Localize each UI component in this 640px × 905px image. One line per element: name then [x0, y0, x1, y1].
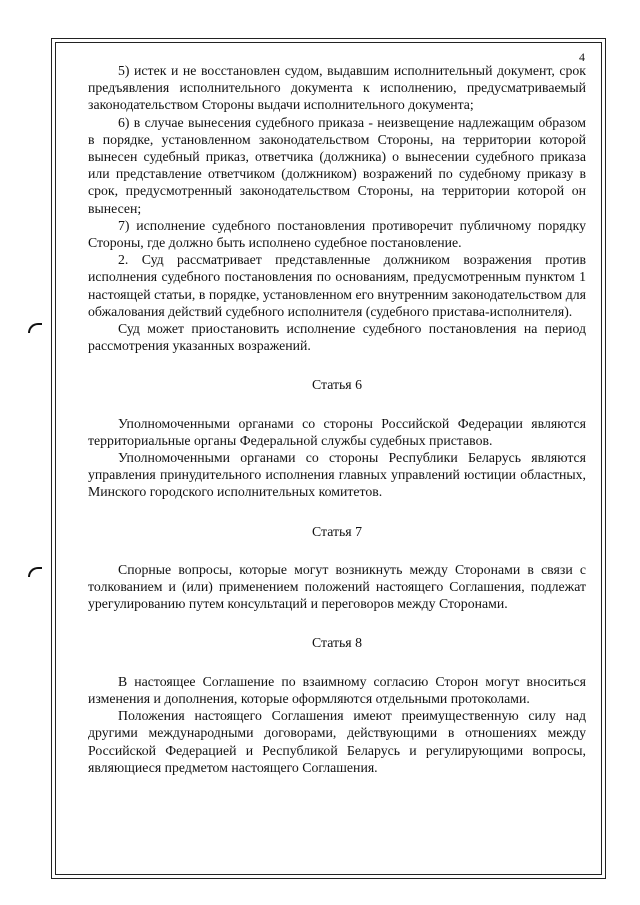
article-7-title: Статья 7 [311, 523, 362, 539]
paragraph: Положения настоящего Соглашения имеют преимущественную силу над другими международными договорами, действующими в отношениях между Российской Федерацией и Республикой Беларусь и регулирующими вопросы, являющиеся предметом настоящего Соглашения. [88, 708, 586, 775]
binding-mark [28, 567, 42, 577]
paragraph: 6) в случае вынесения судебного приказа - неизвещение надлежащим образом в порядке, установленном законодательством Стороны, на территории которой вынесен судебный приказ, ответчика (должника) о вынесении судебного приказа или представление ответчиком (должником) возражений по судебному приказу в срок, предусмотренный законодательством Стороны, на территории которой он вынесен; [88, 114, 586, 216]
paragraph: В настоящее Соглашение по взаимному согласию Сторон могут вноситься изменения и дополнения, которые оформляются отдельными протоколами. [88, 673, 586, 706]
paragraph: 5) истек и не восстановлен судом, выдавшим исполнительный документ, срок предъявления исполнительного документа к исполнению, предусматриваемый законодательством Стороны выдачи исполнительного документа; [88, 63, 586, 113]
article-6-title: Статья 6 [311, 377, 362, 393]
paragraph: Спорные вопросы, которые могут возникнуть между Сторонами в связи с толкованием и (или) применением положений настоящего Соглашения, подлежат урегулированию путем консультаций и переговоров между Сторонами. [88, 561, 586, 612]
paragraph: Уполномоченными органами со стороны Российской Федерации являются территориальные органы Федеральной службы судебных приставов. [88, 415, 586, 448]
article-8-title: Статья 8 [311, 635, 362, 651]
paragraph: 2. Суд рассматривает представленные должником возражения против исполнения судебного постановления по основаниям, предусмотренным пунктом 1 настоящей статьи, в порядке, установленном его внутренним законодательством для обжалования действий судебного исполнителя (судебного пристава-исполнителя). [88, 252, 586, 319]
document-body [88, 62, 586, 776]
paragraph: Суд может приостановить исполнение судебного постановления на период рассмотрения указанных возражений. [88, 321, 586, 354]
page-number: 4 [579, 50, 585, 64]
binding-mark [28, 323, 42, 333]
paragraph: Уполномоченными органами со стороны Республики Беларусь являются управления принудительного исполнения главных управлений юстиции областных, Минского городского исполнительных комитетов. [88, 450, 586, 500]
paragraph: 7) исполнение судебного постановления противоречит публичному порядку Стороны, где должно быть исполнено судебное постановление. [88, 217, 586, 251]
